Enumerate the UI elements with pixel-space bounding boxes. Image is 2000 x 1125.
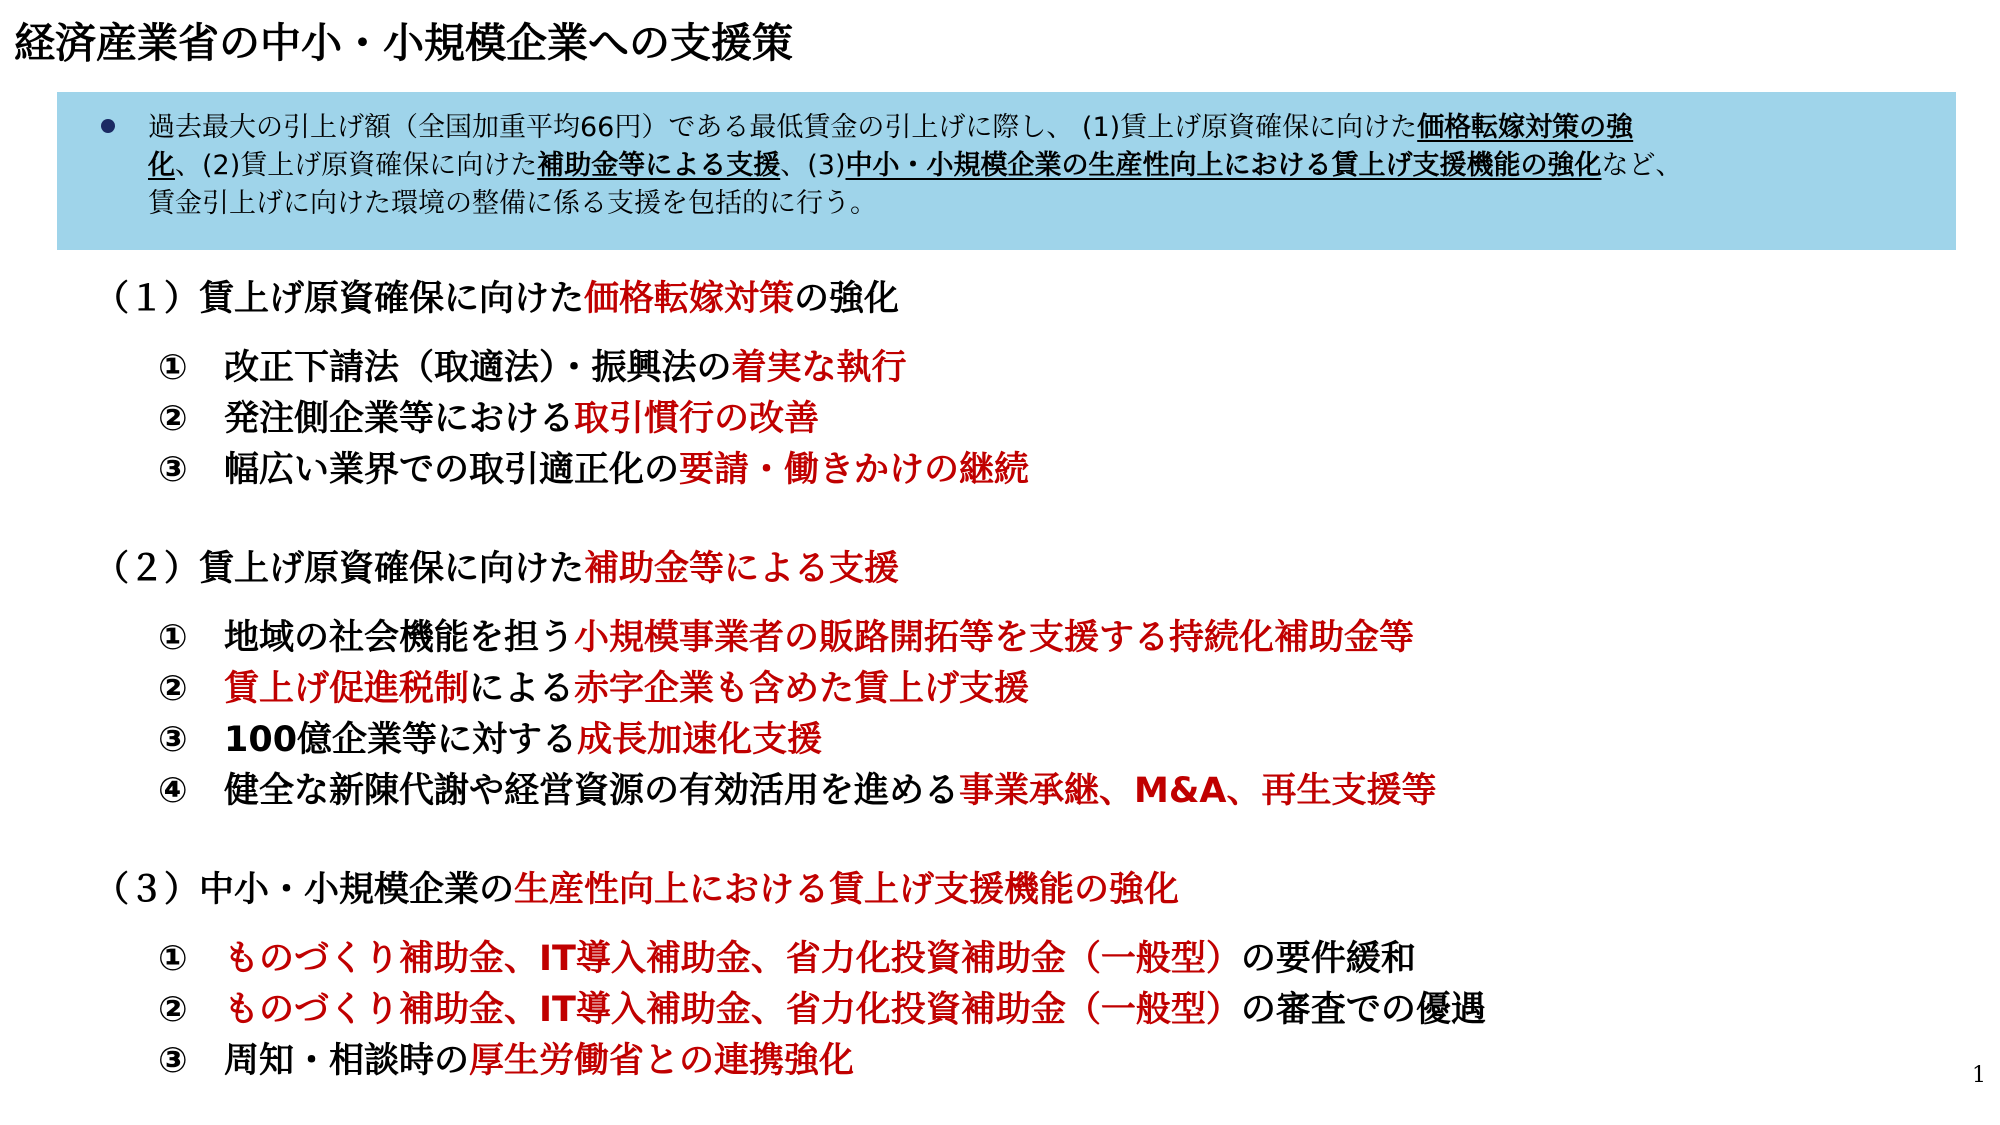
item-number: ③	[158, 1041, 188, 1081]
item-number: ②	[158, 399, 188, 439]
summary-emphasis: 補助金等による支援	[537, 150, 781, 181]
list-item	[158, 1039, 854, 1083]
heading-emphasis: 価格転嫁対策	[584, 279, 795, 319]
summary-line-1	[148, 109, 1633, 147]
item-text: による	[469, 669, 575, 709]
item-emphasis: 小規模事業者の販路開拓等を支援する持続化補助金等	[574, 618, 1415, 658]
item-emphasis: ものづくり補助金、IT導入補助金、省力化投資補助金（一般型）	[224, 990, 1241, 1030]
summary-emphasis: 中小・小規模企業の生産性向上における賃上げ支援機能の強化	[845, 150, 1602, 181]
summary-text: 、(2)賃上げ原資確保に向けた	[175, 150, 538, 181]
section-heading-2	[94, 547, 899, 591]
item-number: ④	[158, 771, 188, 811]
summary-emphasis: 化	[148, 150, 175, 181]
bullet-icon	[101, 119, 115, 133]
heading-text: （２）賃上げ原資確保に向けた	[94, 549, 585, 589]
list-item	[158, 346, 907, 390]
heading-text: （３）中小・小規模企業の	[94, 870, 515, 910]
item-text: 改正下請法（取適法）・振興法の	[224, 348, 732, 388]
summary-text: 過去最大の引上げ額（全国加重平均66円）である最低賃金の引上げに際し、 (1)賃上げ原資確保に向けた	[148, 112, 1418, 143]
summary-text: など、	[1601, 150, 1683, 181]
item-text: 100億企業等に対する	[224, 720, 578, 760]
heading-text: （１）賃上げ原資確保に向けた	[94, 279, 585, 319]
list-item	[158, 397, 819, 441]
item-text: 幅広い業界での取引適正化の	[224, 450, 680, 490]
list-item	[158, 988, 1486, 1032]
item-text: 周知・相談時の	[224, 1041, 470, 1081]
section-heading-1	[94, 277, 899, 321]
summary-line-3: 賃金引上げに向けた環境の整備に係る支援を包括的に行う。	[148, 188, 877, 219]
list-item	[158, 448, 1029, 492]
heading-text: の強化	[794, 279, 900, 319]
item-number: ①	[158, 348, 188, 388]
summary-emphasis: 価格転嫁対策の強	[1417, 112, 1634, 143]
item-number: ②	[158, 990, 188, 1030]
item-text: の審査での優遇	[1240, 990, 1486, 1030]
section-heading-3	[94, 868, 1179, 912]
item-number: ①	[158, 618, 188, 658]
page-number: 1	[1972, 1063, 1986, 1088]
item-emphasis: 取引慣行の改善	[574, 399, 820, 439]
item-text: 地域の社会機能を担う	[224, 618, 575, 658]
item-emphasis: 事業承継、M&A、再生支援等	[959, 771, 1437, 811]
heading-emphasis: 補助金等による支援	[584, 549, 900, 589]
item-emphasis: 成長加速化支援	[577, 720, 823, 760]
item-number: ③	[158, 720, 188, 760]
list-item	[158, 667, 1029, 711]
list-item	[158, 616, 1414, 660]
item-emphasis: ものづくり補助金、IT導入補助金、省力化投資補助金（一般型）	[224, 939, 1241, 979]
item-number: ①	[158, 939, 188, 979]
list-item	[158, 769, 1436, 813]
item-emphasis: 着実な執行	[731, 348, 907, 388]
item-text: 健全な新陳代謝や経営資源の有効活用を進める	[224, 771, 960, 811]
item-emphasis: 要請・働きかけの継続	[679, 450, 1030, 490]
item-number: ②	[158, 669, 188, 709]
item-text: 発注側企業等における	[224, 399, 575, 439]
item-emphasis: 赤字企業も含めた賃上げ支援	[574, 669, 1030, 709]
item-emphasis: 賃上げ促進税制	[224, 669, 470, 709]
item-text: の要件緩和	[1240, 939, 1416, 979]
list-item	[158, 718, 822, 762]
summary-line-2	[148, 147, 1683, 185]
summary-text: 、(3)	[780, 150, 846, 181]
heading-emphasis: 生産性向上における賃上げ支援機能の強化	[514, 870, 1180, 910]
page-title: 経済産業省の中小・小規模企業への支援策	[14, 19, 793, 67]
item-emphasis: 厚生労働省との連携強化	[469, 1041, 855, 1081]
item-number: ③	[158, 450, 188, 490]
list-item	[158, 937, 1416, 981]
